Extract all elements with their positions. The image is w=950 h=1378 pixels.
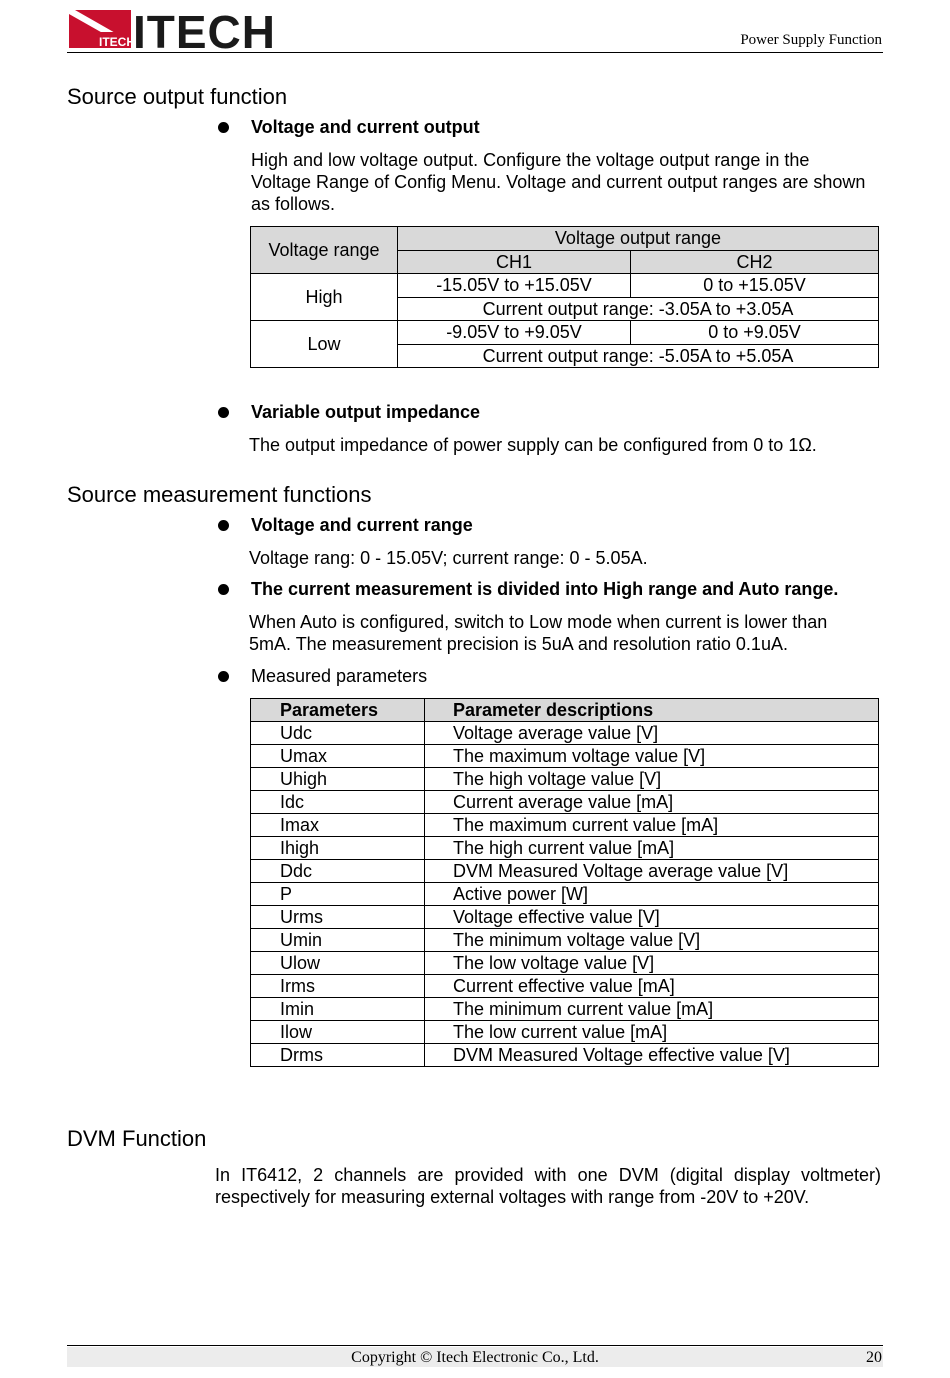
header-divider	[67, 52, 883, 53]
logo-text: ITECH	[133, 8, 276, 50]
table-cell-description: The low voltage value [V]	[425, 952, 879, 975]
page-number: 20	[866, 1349, 882, 1366]
table-cell-parameter: Drms	[251, 1044, 425, 1067]
table-row	[251, 883, 879, 906]
table-cell-range: Low	[251, 321, 398, 368]
logo-small-text: ITECH	[99, 35, 135, 49]
table-cell-current: Current output range: -3.05A to +3.05A	[398, 297, 879, 321]
table-cell-description: The high voltage value [V]	[425, 768, 879, 791]
table-row	[251, 791, 879, 814]
table-cell-parameter: Umax	[251, 745, 425, 768]
paragraph-range: Voltage rang: 0 - 15.05V; current range: 0 - 5.05A.	[249, 548, 648, 568]
bullet-heading-variable-impedance: Variable output impedance	[251, 402, 481, 422]
table-cell-description: Current average value [mA]	[425, 791, 879, 814]
table-header-parameters: Parameters	[251, 699, 425, 722]
table-cell-description: Active power [W]	[425, 883, 879, 906]
table-cell-description: The maximum current value [mA]	[425, 814, 879, 837]
itech-logo	[67, 8, 297, 50]
bullet-icon	[218, 671, 229, 682]
table-cell-parameter: Udc	[251, 722, 425, 745]
section-title-source-output: Source output function	[67, 84, 288, 109]
table-row	[251, 1021, 879, 1044]
table-row	[251, 1044, 879, 1067]
table-row	[251, 768, 879, 791]
paragraph-dvm: In IT6412, 2 channels are provided with one DVM (digital display voltmeter) respectively for measuring external voltages with range from -20V to +20V.	[215, 1165, 881, 1207]
table-cell-parameter: Ilow	[251, 1021, 425, 1044]
table-cell-description: The low current value [mA]	[425, 1021, 879, 1044]
paragraph-impedance: The output impedance of power supply can be configured from 0 to 1Ω.	[249, 435, 817, 455]
parameters-table-body	[251, 722, 879, 1067]
header-title: Power Supply Function	[740, 32, 882, 48]
bullet-heading-voltage-current-range: Voltage and current range	[251, 515, 473, 535]
table-row	[251, 814, 879, 837]
bullet-icon	[218, 407, 229, 418]
table-cell-parameter: Idc	[251, 791, 425, 814]
table-row	[251, 906, 879, 929]
table-row	[251, 952, 879, 975]
table-cell-description: The maximum voltage value [V]	[425, 745, 879, 768]
table-cell-range: High	[251, 274, 398, 321]
table-cell-description: DVM Measured Voltage average value [V]	[425, 860, 879, 883]
bullet-icon	[218, 584, 229, 595]
table-header-voltage-output-range: Voltage output range	[398, 227, 879, 251]
bullet-heading-current-measurement: The current measurement is divided into High range and Auto range.	[251, 579, 839, 599]
table-cell-current: Current output range: -5.05A to +5.05A	[398, 344, 879, 368]
section-title-dvm: DVM Function	[67, 1126, 207, 1151]
table-header-parameter-descriptions: Parameter descriptions	[425, 699, 879, 722]
table-row	[251, 975, 879, 998]
table-header-ch2: CH2	[631, 250, 879, 274]
table-cell-parameter: P	[251, 883, 425, 906]
table-cell-parameter: Ddc	[251, 860, 425, 883]
table-cell-description: Voltage average value [V]	[425, 722, 879, 745]
table-cell-ch2: 0 to +9.05V	[631, 321, 879, 345]
table-header-voltage-range: Voltage range	[251, 227, 398, 274]
table-cell-parameter: Ulow	[251, 952, 425, 975]
table-cell-parameter: Imax	[251, 814, 425, 837]
table-cell-ch2: 0 to +15.05V	[631, 274, 879, 298]
table-cell-description: DVM Measured Voltage effective value [V]	[425, 1044, 879, 1067]
table-row	[251, 929, 879, 952]
table-cell-description: Current effective value [mA]	[425, 975, 879, 998]
table-cell-description: The minimum voltage value [V]	[425, 929, 879, 952]
table-header-ch1: CH1	[398, 250, 631, 274]
paragraph-voltage-output: High and low voltage output. Configure the voltage output range in the Voltage Range of Config Menu. Voltage and current output ranges are shown as follows.	[251, 150, 866, 214]
table-row	[251, 837, 879, 860]
table-row	[251, 321, 879, 345]
table-row	[251, 722, 879, 745]
table-cell-parameter: Irms	[251, 975, 425, 998]
table-row	[251, 745, 879, 768]
table-cell-description: The high current value [mA]	[425, 837, 879, 860]
table-cell-parameter: Uhigh	[251, 768, 425, 791]
itech-logo-graphic	[67, 8, 297, 50]
table-cell-parameter: Ihigh	[251, 837, 425, 860]
table-row	[251, 998, 879, 1021]
bullet-heading-voltage-current-output: Voltage and current output	[251, 117, 480, 137]
bullet-heading-measured-parameters: Measured parameters	[251, 666, 428, 686]
paragraph-auto-range: When Auto is configured, switch to Low mode when current is lower than 5mA. The measurement precision is 5uA and resolution ratio 0.1uA.	[249, 612, 828, 654]
table-cell-parameter: Umin	[251, 929, 425, 952]
table-cell-parameter: Imin	[251, 998, 425, 1021]
table-cell-ch1: -9.05V to +9.05V	[398, 321, 631, 345]
section-title-measurement: Source measurement functions	[67, 482, 372, 507]
footer-copyright: Copyright © Itech Electronic Co., Ltd.	[351, 1349, 599, 1366]
table-row	[251, 860, 879, 883]
table-cell-ch1: -15.05V to +15.05V	[398, 274, 631, 298]
voltage-range-table	[250, 226, 879, 368]
footer-divider	[67, 1345, 883, 1346]
table-cell-description: Voltage effective value [V]	[425, 906, 879, 929]
measured-parameters-table	[250, 698, 879, 1067]
bullet-icon	[218, 520, 229, 531]
table-cell-parameter: Urms	[251, 906, 425, 929]
table-cell-description: The minimum current value [mA]	[425, 998, 879, 1021]
table-row	[251, 274, 879, 298]
bullet-icon	[218, 122, 229, 133]
